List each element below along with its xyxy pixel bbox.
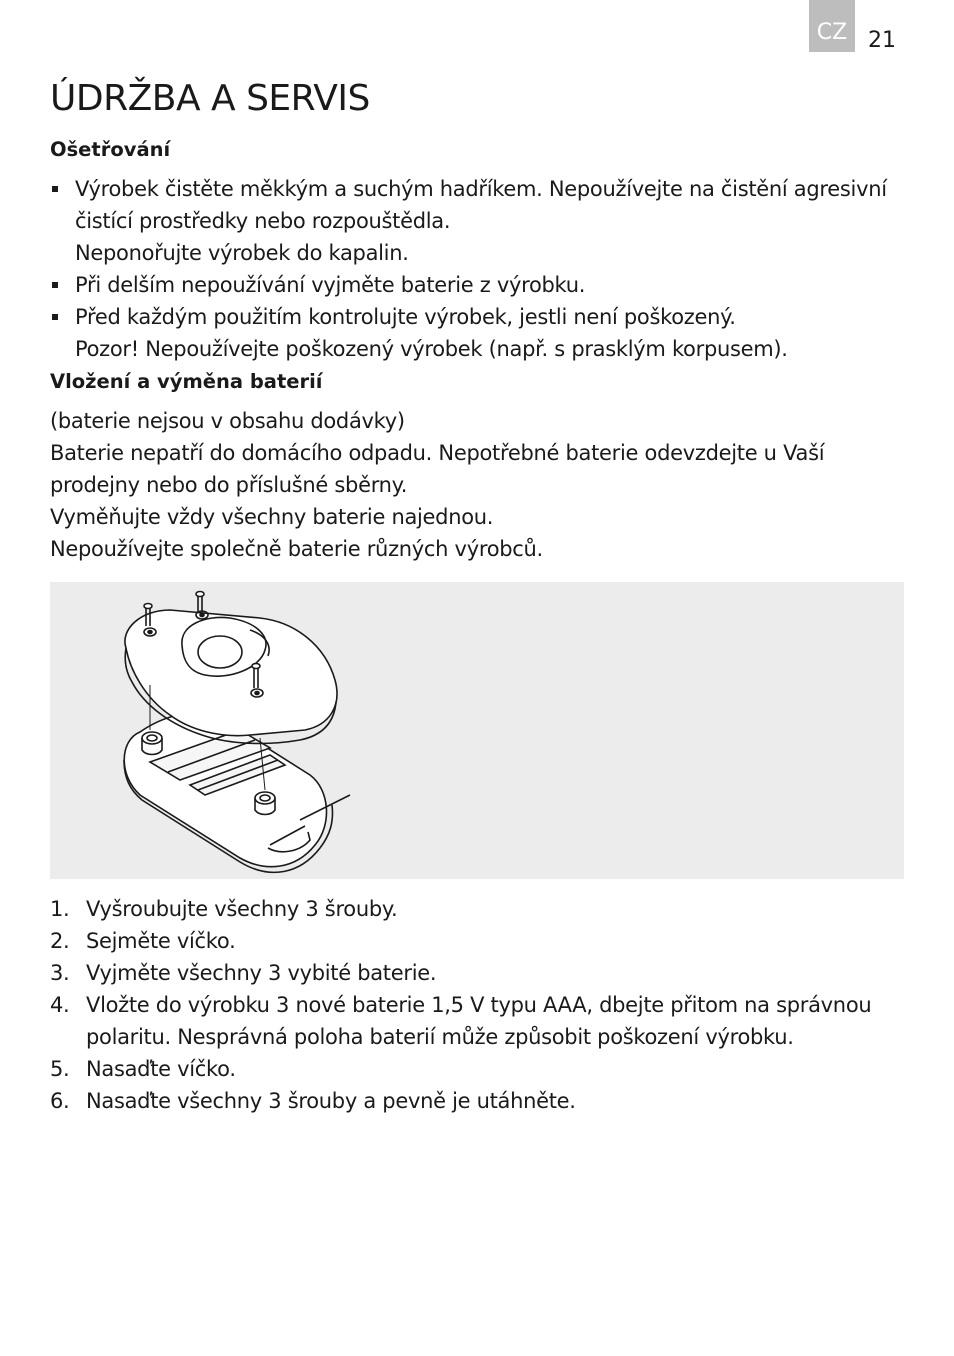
step-line: Vyšroubujte všechny 3 šrouby. xyxy=(86,897,398,921)
paragraph-line: prodejny nebo do příslušné sběrny. xyxy=(50,473,408,497)
list-item xyxy=(50,301,910,365)
list-item-line: Pozor! Nepoužívejte poškozený výrobek (např. s prasklým korpusem). xyxy=(75,337,788,361)
care-heading: Ošetřování xyxy=(50,138,171,161)
list-item-line: Před každým použitím kontrolujte výrobek, jestli není poškozený. xyxy=(75,305,736,329)
step-item xyxy=(50,1085,910,1117)
paragraph-line: Vyměňujte vždy všechny baterie najednou. xyxy=(50,505,494,529)
step-line: Sejměte víčko. xyxy=(86,929,236,953)
step-item xyxy=(50,1053,910,1085)
batteries-text xyxy=(50,405,910,565)
step-line: Nasaďte všechny 3 šrouby a pevně je utáhněte. xyxy=(86,1089,576,1113)
care-list xyxy=(50,173,910,365)
step-item xyxy=(50,989,910,1053)
list-item-line: Výrobek čistěte měkkým a suchým hadříkem. Nepoužívejte na čistění agresivní xyxy=(75,177,887,201)
battery-compartment-illustration xyxy=(110,590,380,875)
page-title: ÚDRŽBA A SERVIS xyxy=(50,78,370,119)
step-line: polaritu. Nesprávná poloha baterií může způsobit poškození výrobku. xyxy=(86,1025,794,1049)
step-line: Vložte do výrobku 3 nové baterie 1,5 V typu AAA, dbejte přitom na správnou xyxy=(86,993,872,1017)
step-number: 2. xyxy=(50,929,70,953)
step-number: 1. xyxy=(50,897,70,921)
paragraph-line: Baterie nepatří do domácího odpadu. Nepotřebné baterie odevzdejte u Vaší xyxy=(50,441,825,465)
list-item-line: Při delším nepoužívání vyjměte baterie z výrobku. xyxy=(75,273,586,297)
device-base xyxy=(124,713,350,873)
paragraph-line: Nepoužívejte společně baterie různých výrobců. xyxy=(50,537,543,561)
step-item xyxy=(50,957,910,989)
step-item xyxy=(50,893,910,925)
list-item-line: Neponořujte výrobek do kapalin. xyxy=(75,241,409,265)
list-item xyxy=(50,173,910,269)
page-number: 21 xyxy=(868,28,896,53)
step-number: 4. xyxy=(50,993,70,1017)
steps-list xyxy=(50,893,910,1117)
step-line: Vyjměte všechny 3 vybité baterie. xyxy=(86,961,437,985)
batteries-heading: Vložení a výměna baterií xyxy=(50,370,323,393)
language-label: CZ xyxy=(816,20,848,45)
step-number: 5. xyxy=(50,1057,70,1081)
list-item-line: čistící prostředky nebo rozpouštědla. xyxy=(75,209,451,233)
list-item xyxy=(50,269,910,301)
paragraph-line: (baterie nejsou v obsahu dodávky) xyxy=(50,409,405,433)
language-tab xyxy=(809,0,855,52)
battery-figure xyxy=(50,582,904,879)
step-number: 3. xyxy=(50,961,70,985)
step-line: Nasaďte víčko. xyxy=(86,1057,236,1081)
step-number: 6. xyxy=(50,1089,70,1113)
step-item xyxy=(50,925,910,957)
